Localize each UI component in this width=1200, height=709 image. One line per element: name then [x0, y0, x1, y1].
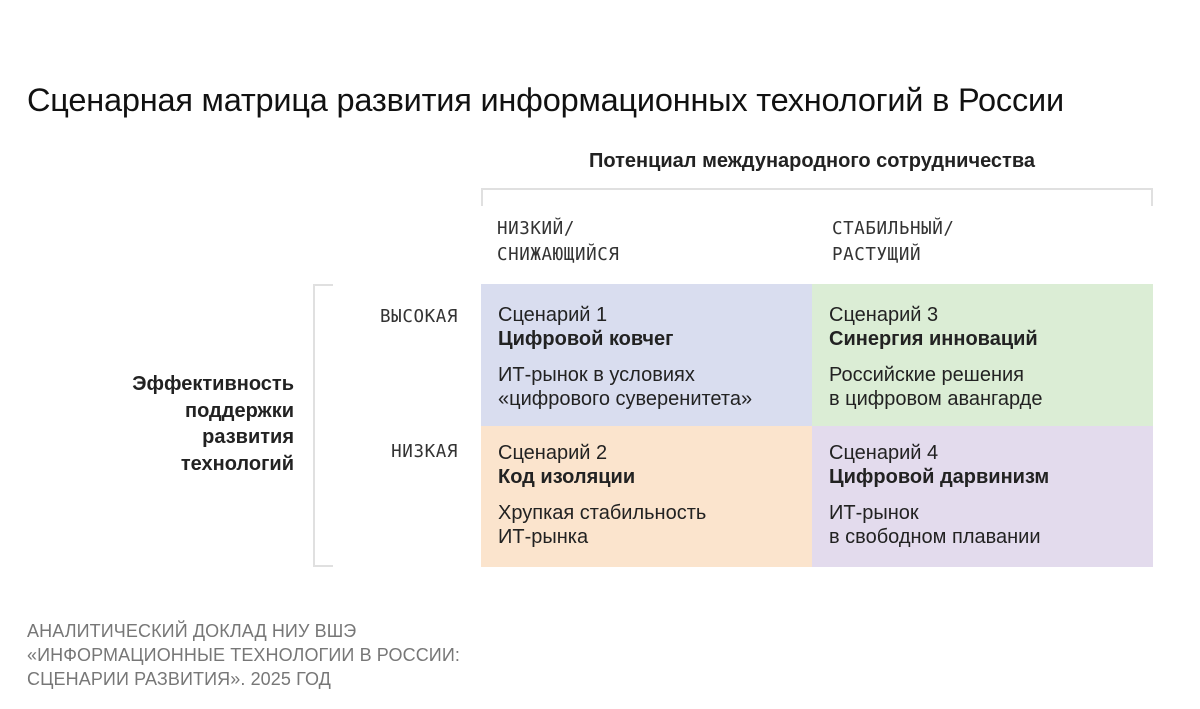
source-note-line: «ИНФОРМАЦИОННЫЕ ТЕХНОЛОГИИ В РОССИИ:	[27, 645, 460, 665]
column-header-low-line: НИЗКИЙ/	[497, 219, 575, 239]
scenario-description-line: Российские решения	[829, 364, 1024, 386]
scenario-description-line: «цифрового суверенитета»	[498, 388, 753, 410]
row-header-high: ВЫСОКАЯ	[380, 307, 458, 327]
scenario-description-line: ИТ-рынка	[498, 526, 589, 548]
source-note-line: АНАЛИТИЧЕСКИЙ ДОКЛАД НИУ ВШЭ	[27, 621, 357, 641]
scenario-cell-4	[812, 426, 1153, 567]
scenario-name: Цифровой ковчег	[498, 328, 674, 350]
row-axis-label-line: Эффективность	[132, 373, 294, 395]
scenario-description	[829, 501, 1137, 549]
scenario-description	[498, 363, 796, 411]
scenario-cell-2	[481, 426, 812, 567]
scenario-number: Сценарий 1	[498, 304, 608, 326]
column-axis-label: Потенциал международного сотрудничества	[589, 150, 1035, 172]
row-axis-bracket	[313, 284, 333, 567]
scenario-number: Сценарий 2	[498, 442, 608, 464]
scenario-number: Сценарий 4	[829, 442, 939, 464]
scenario-description-line: в свободном плавании	[829, 526, 1041, 548]
column-header-low	[497, 216, 620, 268]
row-axis-label-line: поддержки	[185, 399, 294, 422]
source-note	[27, 619, 460, 691]
source-note-line: СЦЕНАРИИ РАЗВИТИЯ». 2025 ГОД	[27, 669, 331, 689]
page-title: Сценарная матрица развития информационных технологий в России	[27, 82, 1064, 118]
scenario-number: Сценарий 3	[829, 304, 939, 326]
column-header-low-line: СНИЖАЮЩИЙСЯ	[497, 245, 620, 265]
column-axis-bracket	[481, 188, 1153, 206]
scenario-description-line: Хрупкая стабильность	[498, 502, 707, 524]
scenario-cell-3	[812, 284, 1153, 426]
row-axis-label	[132, 371, 294, 477]
row-header-low: НИЗКАЯ	[391, 442, 458, 462]
scenario-description-line: в цифровом авангарде	[829, 388, 1043, 410]
column-header-high-line: РАСТУЩИЙ	[832, 245, 922, 265]
scenario-description-line: ИТ-рынок	[829, 502, 919, 524]
scenario-name: Цифровой дарвинизм	[829, 466, 1050, 488]
scenario-description	[829, 363, 1137, 411]
scenario-name: Синергия инноваций	[829, 328, 1038, 350]
scenario-cell-1	[481, 284, 812, 426]
column-header-high-line: СТАБИЛЬНЫЙ/	[832, 219, 955, 239]
scenario-description-line: ИТ-рынок в условиях	[498, 364, 695, 386]
scenario-description	[498, 501, 796, 549]
column-header-high	[832, 216, 955, 268]
scenario-name: Код изоляции	[498, 466, 636, 488]
row-axis-label-line: развития	[202, 426, 294, 448]
row-axis-label-line: технологий	[180, 452, 294, 475]
